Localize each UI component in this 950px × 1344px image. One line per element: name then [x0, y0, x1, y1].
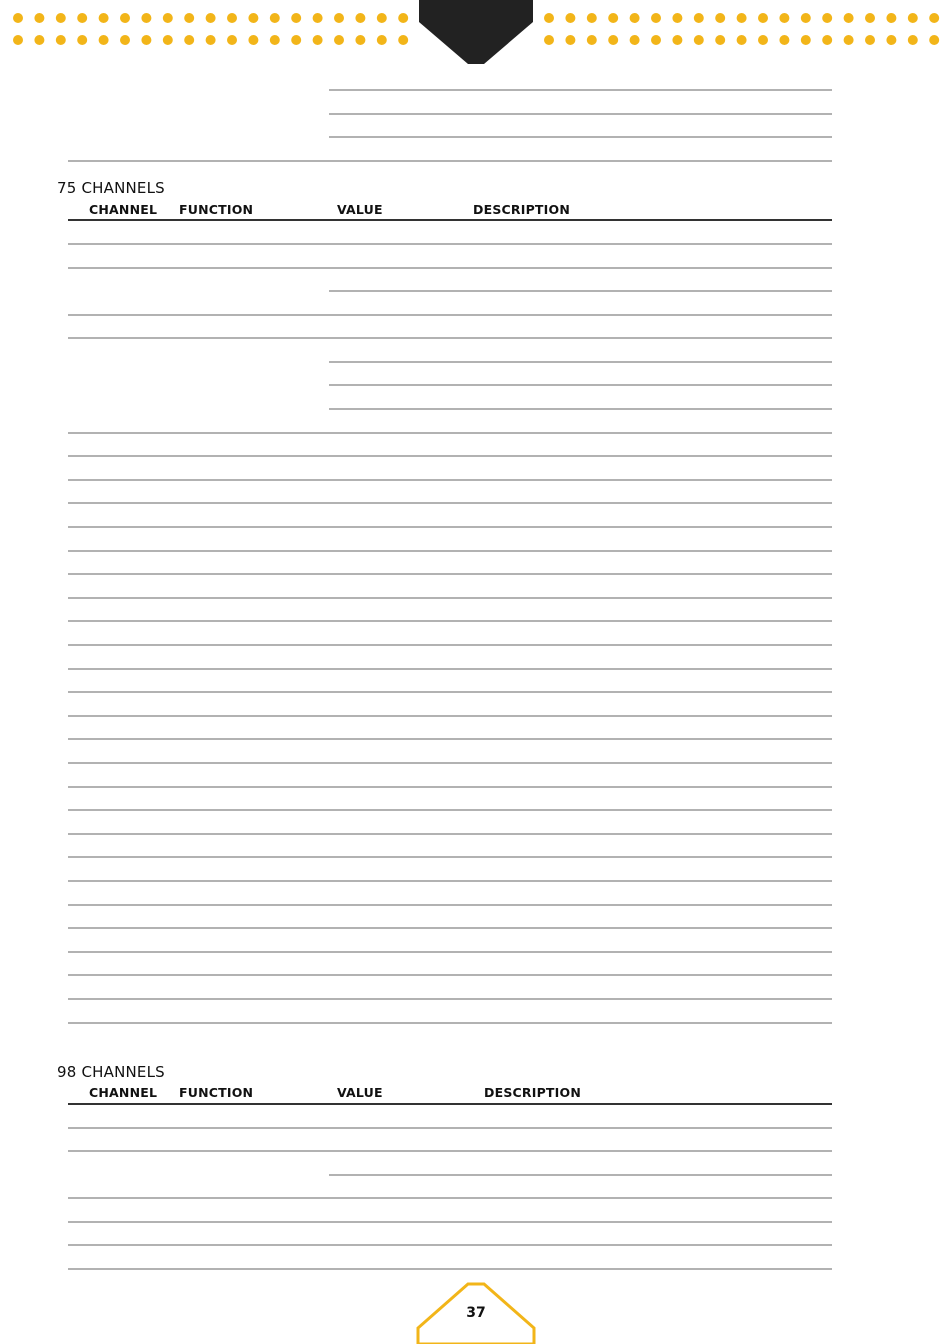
decorative-dot: [608, 13, 618, 23]
decorative-dot: [822, 35, 832, 45]
decorative-dot: [34, 13, 44, 23]
decorative-dot: [313, 13, 323, 23]
decorative-dot: [630, 35, 640, 45]
decorative-dot: [377, 35, 387, 45]
decorative-dot: [206, 13, 216, 23]
decorative-dot: [377, 13, 387, 23]
decorative-dot: [779, 35, 789, 45]
decorative-dot: [184, 35, 194, 45]
decorative-dot: [608, 35, 618, 45]
decorative-dot: [672, 35, 682, 45]
decorative-dot: [715, 13, 725, 23]
decorative-dot: [398, 35, 408, 45]
decorative-dot: [651, 35, 661, 45]
decorative-dot: [865, 35, 875, 45]
column-header-channel: CHANNEL: [89, 1085, 158, 1100]
decorative-dot: [844, 13, 854, 23]
decorative-dot: [865, 13, 875, 23]
decorative-dot: [56, 35, 66, 45]
header-decoration: [0, 0, 950, 70]
decorative-dot: [227, 35, 237, 45]
decorative-dot: [120, 13, 130, 23]
decorative-dot: [270, 13, 280, 23]
decorative-dot: [801, 35, 811, 45]
decorative-dot: [334, 13, 344, 23]
decorative-dot: [77, 13, 87, 23]
decorative-dot: [206, 35, 216, 45]
header-tab-shape: [419, 0, 533, 64]
decorative-dot: [184, 13, 194, 23]
decorative-dot: [99, 35, 109, 45]
decorative-dot: [77, 35, 87, 45]
decorative-dot: [715, 35, 725, 45]
section-title-98-channels: 98 CHANNELS: [57, 1063, 165, 1081]
decorative-dot: [694, 35, 704, 45]
decorative-dot: [355, 35, 365, 45]
decorative-dot: [565, 13, 575, 23]
decorative-dot: [163, 13, 173, 23]
decorative-dot: [120, 35, 130, 45]
column-header-value: VALUE: [337, 1085, 383, 1100]
decorative-dot: [737, 35, 747, 45]
decorative-dot: [99, 13, 109, 23]
column-header-function: FUNCTION: [179, 1085, 254, 1100]
decorative-dot: [822, 13, 832, 23]
decorative-dot: [291, 13, 301, 23]
decorative-dot: [248, 13, 258, 23]
column-header-channel: CHANNEL: [89, 202, 158, 217]
decorative-dot: [313, 35, 323, 45]
decorative-dot: [587, 35, 597, 45]
column-header-description: DESCRIPTION: [473, 202, 570, 217]
decorative-dot: [908, 13, 918, 23]
decorative-dot: [758, 35, 768, 45]
decorative-dot: [929, 13, 939, 23]
decorative-dot: [270, 35, 280, 45]
decorative-dot: [141, 35, 151, 45]
decorative-dot: [398, 13, 408, 23]
decorative-dot: [801, 13, 811, 23]
decorative-dot: [779, 13, 789, 23]
decorative-dot: [544, 35, 554, 45]
decorative-dot: [886, 35, 896, 45]
column-header-function: FUNCTION: [179, 202, 254, 217]
column-header-value: VALUE: [337, 202, 383, 217]
decorative-dot: [587, 13, 597, 23]
decorative-dot: [544, 13, 554, 23]
decorative-dot: [291, 35, 301, 45]
decorative-dot: [334, 35, 344, 45]
decorative-dot: [56, 13, 66, 23]
decorative-dot: [908, 35, 918, 45]
decorative-dot: [13, 35, 23, 45]
decorative-dot: [355, 13, 365, 23]
column-header-description: DESCRIPTION: [484, 1085, 581, 1100]
decorative-dot: [672, 13, 682, 23]
decorative-dot: [929, 35, 939, 45]
decorative-dot: [163, 35, 173, 45]
decorative-dot: [141, 13, 151, 23]
decorative-dot: [758, 13, 768, 23]
decorative-dot: [694, 13, 704, 23]
decorative-dot: [13, 13, 23, 23]
decorative-dot: [737, 13, 747, 23]
decorative-dot: [651, 13, 661, 23]
decorative-dot: [886, 13, 896, 23]
page-number: 37: [466, 1305, 486, 1321]
section-title-75-channels: 75 CHANNELS: [57, 179, 165, 197]
decorative-dot: [565, 35, 575, 45]
decorative-dot: [844, 35, 854, 45]
decorative-dot: [630, 13, 640, 23]
decorative-dot: [227, 13, 237, 23]
decorative-dot: [34, 35, 44, 45]
decorative-dot: [248, 35, 258, 45]
